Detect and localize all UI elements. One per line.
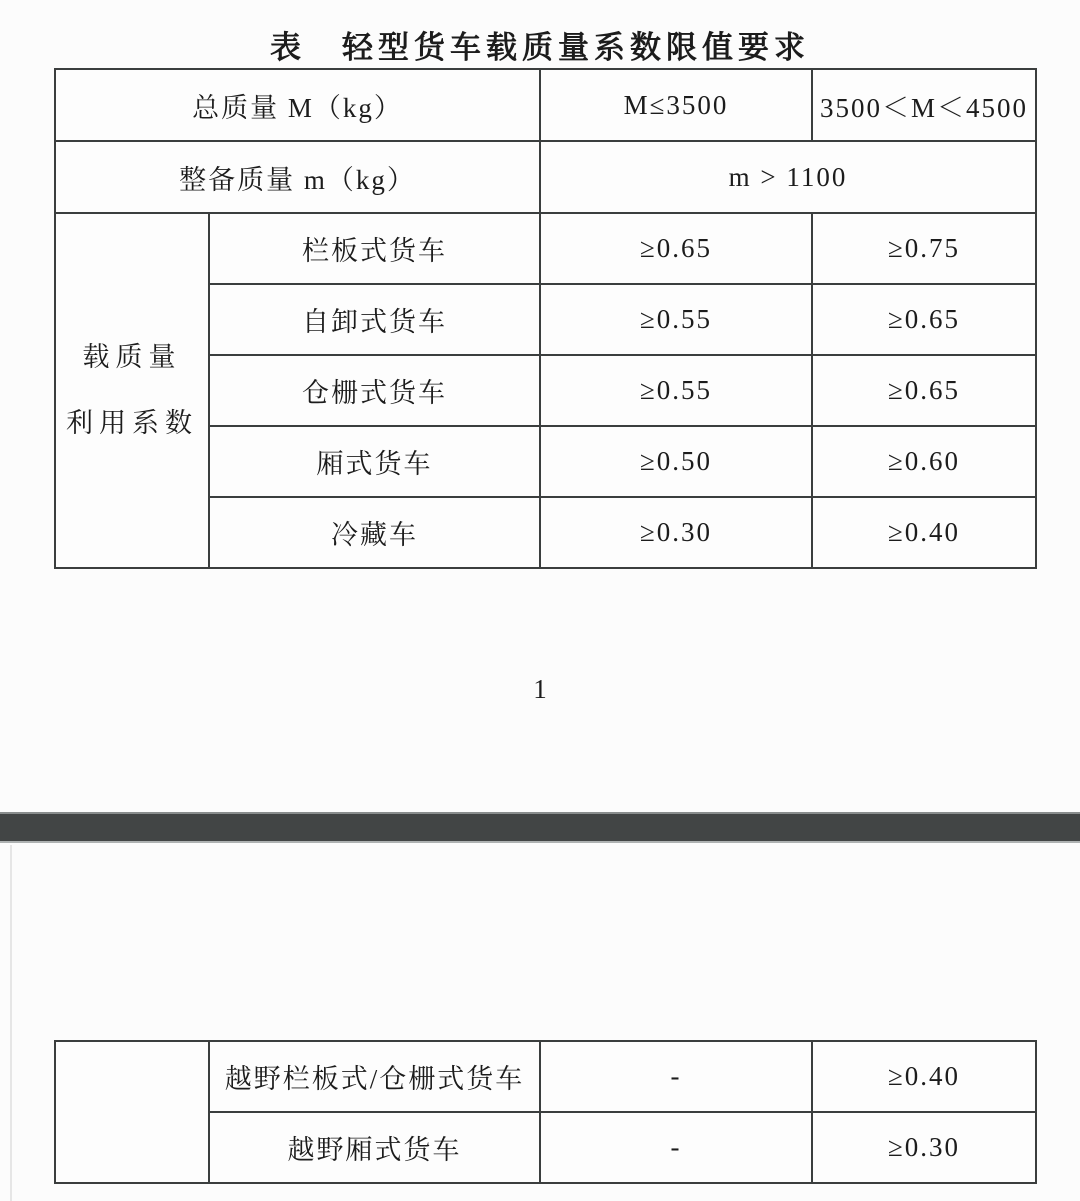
- cell-limit-m4500: ≥0.40: [812, 497, 1036, 568]
- cell-limit-m3500: ≥0.55: [540, 355, 812, 426]
- cell-vehicle-type: 越野栏板式/仓栅式货车: [209, 1041, 540, 1112]
- load-coefficient-table-page1: [54, 68, 1037, 569]
- cell-mass-range-high: 3500＜M＜4500: [812, 69, 1036, 141]
- page-number: 1: [533, 674, 547, 704]
- cell-limit-m3500: ≥0.50: [540, 426, 812, 497]
- cell-vehicle-type: 自卸式货车: [209, 284, 540, 355]
- cell-curb-mass-value: m > 1100: [540, 141, 1036, 213]
- cell-limit-m4500: ≥0.65: [812, 284, 1036, 355]
- cell-limit-m4500: ≥0.30: [812, 1112, 1036, 1183]
- cell-limit-m3500: -: [540, 1041, 812, 1112]
- table-row-total-mass: [55, 69, 1036, 141]
- cell-row-group-empty: [55, 1041, 209, 1183]
- cell-mass-range-low: M≤3500: [540, 69, 812, 141]
- cell-curb-mass-label: 整备质量 m（kg）: [55, 141, 540, 213]
- cell-limit-m4500: ≥0.65: [812, 355, 1036, 426]
- cell-row-group-label: [55, 213, 209, 568]
- cell-total-mass-label: 总质量 M（kg）: [55, 69, 540, 141]
- group-label-line1: 载质量: [82, 342, 182, 372]
- cell-limit-m3500: ≥0.65: [540, 213, 812, 284]
- cell-vehicle-type: 仓栅式货车: [209, 355, 540, 426]
- cell-limit-m4500: ≥0.60: [812, 426, 1036, 497]
- table-row-flatbed-truck: [55, 213, 1036, 284]
- cell-vehicle-type: 冷藏车: [209, 497, 540, 568]
- table-title: 表 轻型货车载质量系数限值要求: [270, 30, 810, 65]
- table-row-offroad-flatbed-stake-truck: [55, 1041, 1036, 1112]
- cell-vehicle-type: 厢式货车: [209, 426, 540, 497]
- cell-limit-m4500: ≥0.75: [812, 213, 1036, 284]
- cell-limit-m3500: -: [540, 1112, 812, 1183]
- cell-limit-m3500: ≥0.30: [540, 497, 812, 568]
- table-row-curb-mass: [55, 141, 1036, 213]
- cell-limit-m4500: ≥0.40: [812, 1041, 1036, 1112]
- cell-limit-m3500: ≥0.55: [540, 284, 812, 355]
- page-separator-bar: [0, 812, 1080, 843]
- group-label-line2: 利用系数: [66, 408, 198, 438]
- page-edge-line: [10, 845, 12, 1201]
- cell-vehicle-type: 越野厢式货车: [209, 1112, 540, 1183]
- load-coefficient-table-page2: [54, 1040, 1037, 1184]
- cell-vehicle-type: 栏板式货车: [209, 213, 540, 284]
